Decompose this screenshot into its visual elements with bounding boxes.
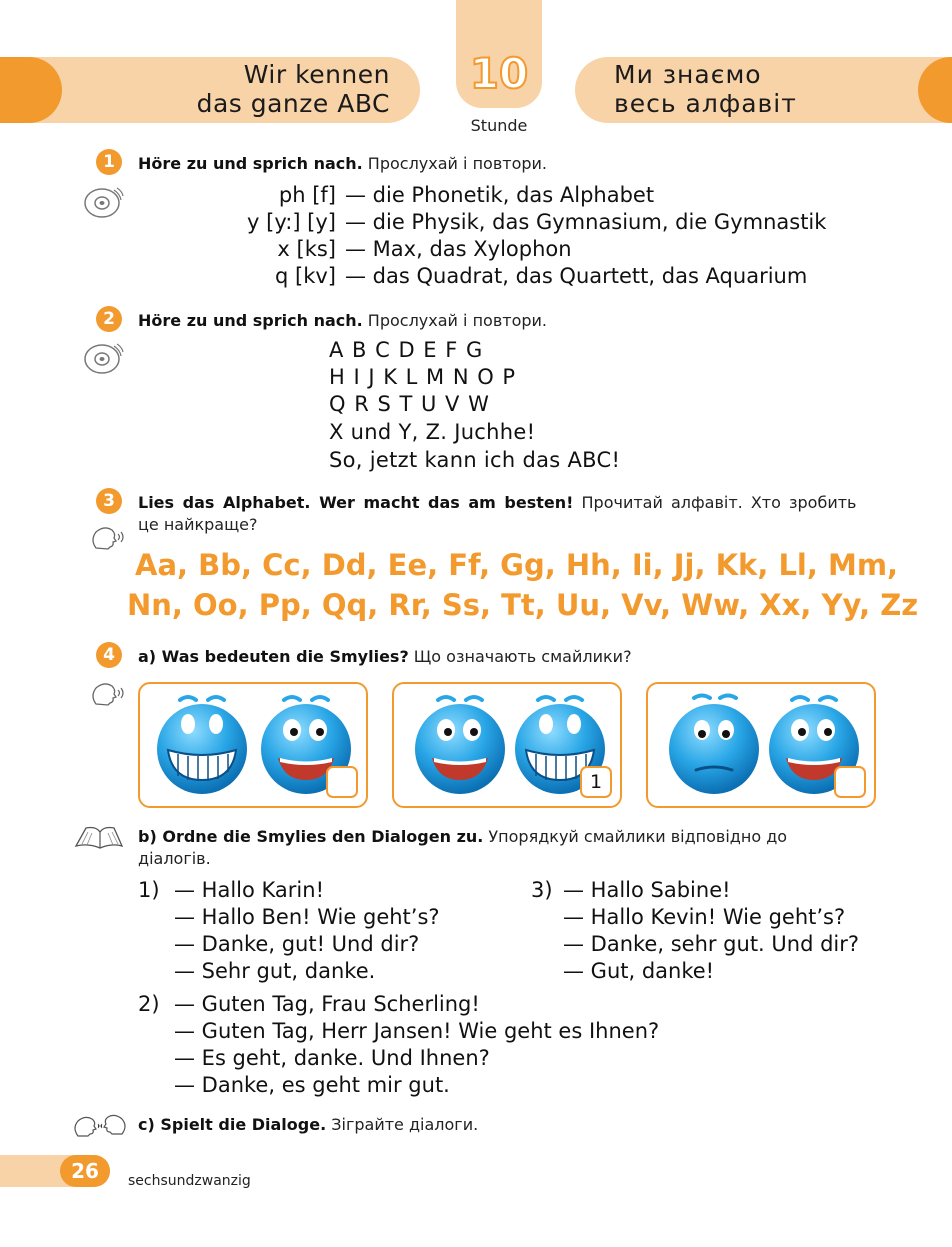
dialogue-line: — Guten Tag, Frau Scherling! [174,992,480,1016]
speaking-head-icon [88,680,128,714]
title-ukrainian-line2: весь алфавіт [614,89,797,118]
book-icon [74,822,124,854]
alphabet-line-1: Aa, Bb, Cc, Dd, Ee, Ff, Gg, Hh, Ii, Jj, Kk, Ll, Mm, [135,548,899,582]
exercise-2-instruction [138,310,547,332]
cd-icon[interactable] [80,184,126,224]
dialogue-line: — Hallo Kevin! Wie geht’s? [563,905,846,929]
smiley-card-2 [392,682,622,808]
phonetics-sound: x [ks] [277,237,336,261]
dialogue-line: — Danke, sehr gut. Und dir? [563,932,860,956]
exercise-1-instruction-rest: Прослухай і повтори. [362,154,547,173]
exercise-2-instruction-bold: Höre zu und sprich nach. [138,311,363,330]
exercise-4a-instruction-bold: a) Was bedeuten die Smylies? [138,647,409,666]
cd-icon[interactable] [80,340,126,380]
dialogue-line: — Danke, es geht mir gut. [174,1073,450,1097]
exercise-4a-instruction [138,646,632,668]
exercise-4b-instruction-bold: b) Ordne die Smylies den Dialogen zu. [138,827,484,846]
phonetics-sound: q [kv] [275,264,336,288]
exercise-4c-instruction-rest: Зіграйте діалоги. [326,1115,479,1134]
dialogue-line: — Sehr gut, danke. [174,959,376,983]
exercise-2-instruction-rest: Прослухай і повтори. [362,311,547,330]
exercise-4b-instruction-rest: Упорядкуй смайлики відповідно до [483,827,788,846]
exercise-3-instruction-bold: Lies das Alphabet. Wer macht das am besten! [138,493,574,512]
phonetics-sound: ph [f] [278,183,336,207]
exercise-1-instruction [138,153,547,175]
dialogue-line: — Hallo Ben! Wie geht’s? [174,905,440,929]
speaking-head-icon [88,524,128,558]
exercise-4-number: 4 [96,642,122,668]
dialogue-line: — Gut, danke! [563,959,715,983]
song-line: X und Y, Z. Juchhe! [329,420,536,444]
page-number: 26 [60,1155,110,1187]
exercise-3-number: 3 [96,488,122,514]
phonetics-sound: y [y:] [y] [247,210,336,234]
exercise-4c-instruction-bold: c) Spielt die Dialoge. [138,1115,327,1134]
song-line: A B C D E F G [329,338,484,362]
exercise-1-instruction-bold: Höre zu und sprich nach. [138,154,363,173]
dialogue-number: 3) [531,878,553,902]
lesson-number: 10 [469,49,529,98]
dialogue-line: — Es geht, danke. Und Ihnen? [174,1046,490,1070]
answer-box-2[interactable]: 1 [580,766,612,798]
exercise-2-number: 2 [96,306,122,332]
song-line: H I J K L M N O P [329,365,517,389]
title-german [150,60,390,118]
exercise-3-instruction [138,492,878,536]
title-ukrainian-line1: Ми знаємо [614,60,762,89]
dialogue-number: 2) [138,992,160,1016]
two-heads-icon [72,1110,128,1146]
phonetics-examples: — das Quadrat, das Quartett, das Aquarium [345,264,808,288]
exercise-4b-instruction [138,826,878,870]
exercise-4c-instruction [138,1114,478,1136]
phonetics-examples: — die Phonetik, das Alphabet [345,183,655,207]
phonetics-examples: — Max, das Xylophon [345,237,572,261]
smiley-card-3 [646,682,876,808]
page-number-word: sechsundzwanzig [128,1173,251,1189]
lesson-word: Stunde [470,116,528,135]
answer-box-3[interactable] [834,766,866,798]
title-german-line2: das ganze ABC [196,89,390,118]
title-ukrainian [614,60,914,118]
answer-box-1[interactable] [326,766,358,798]
exercise-1-number: 1 [96,149,122,175]
dialogue-line: — Guten Tag, Herr Jansen! Wie geht es Ihnen? [174,1019,660,1043]
smiley-card-1 [138,682,368,808]
title-german-line1: Wir kennen [243,60,390,89]
song-line: So, jetzt kann ich das ABC! [329,448,621,472]
dialogue-line: — Hallo Karin! [174,878,324,902]
dialogue-line: — Hallo Sabine! [563,878,731,902]
dialogue-number: 1) [138,878,160,902]
dialogue-line: — Danke, gut! Und dir? [174,932,420,956]
alphabet-line-2: Nn, Oo, Pp, Qq, Rr, Ss, Tt, Uu, Vv, Ww, Xx, Yy, Zz [127,588,919,622]
song-line: Q R S T U V W [329,392,490,416]
exercise-3-instruction-line2: це найкраще? [138,515,258,534]
exercise-4b-instruction-line2: діалогів. [138,849,211,868]
phonetics-examples: — die Physik, das Gymnasium, die Gymnastik [345,210,827,234]
exercise-3-instruction-rest: Прочитай алфавіт. Хто зробить [573,493,857,512]
exercise-4a-instruction-rest: Що означають смайлики? [408,647,632,666]
